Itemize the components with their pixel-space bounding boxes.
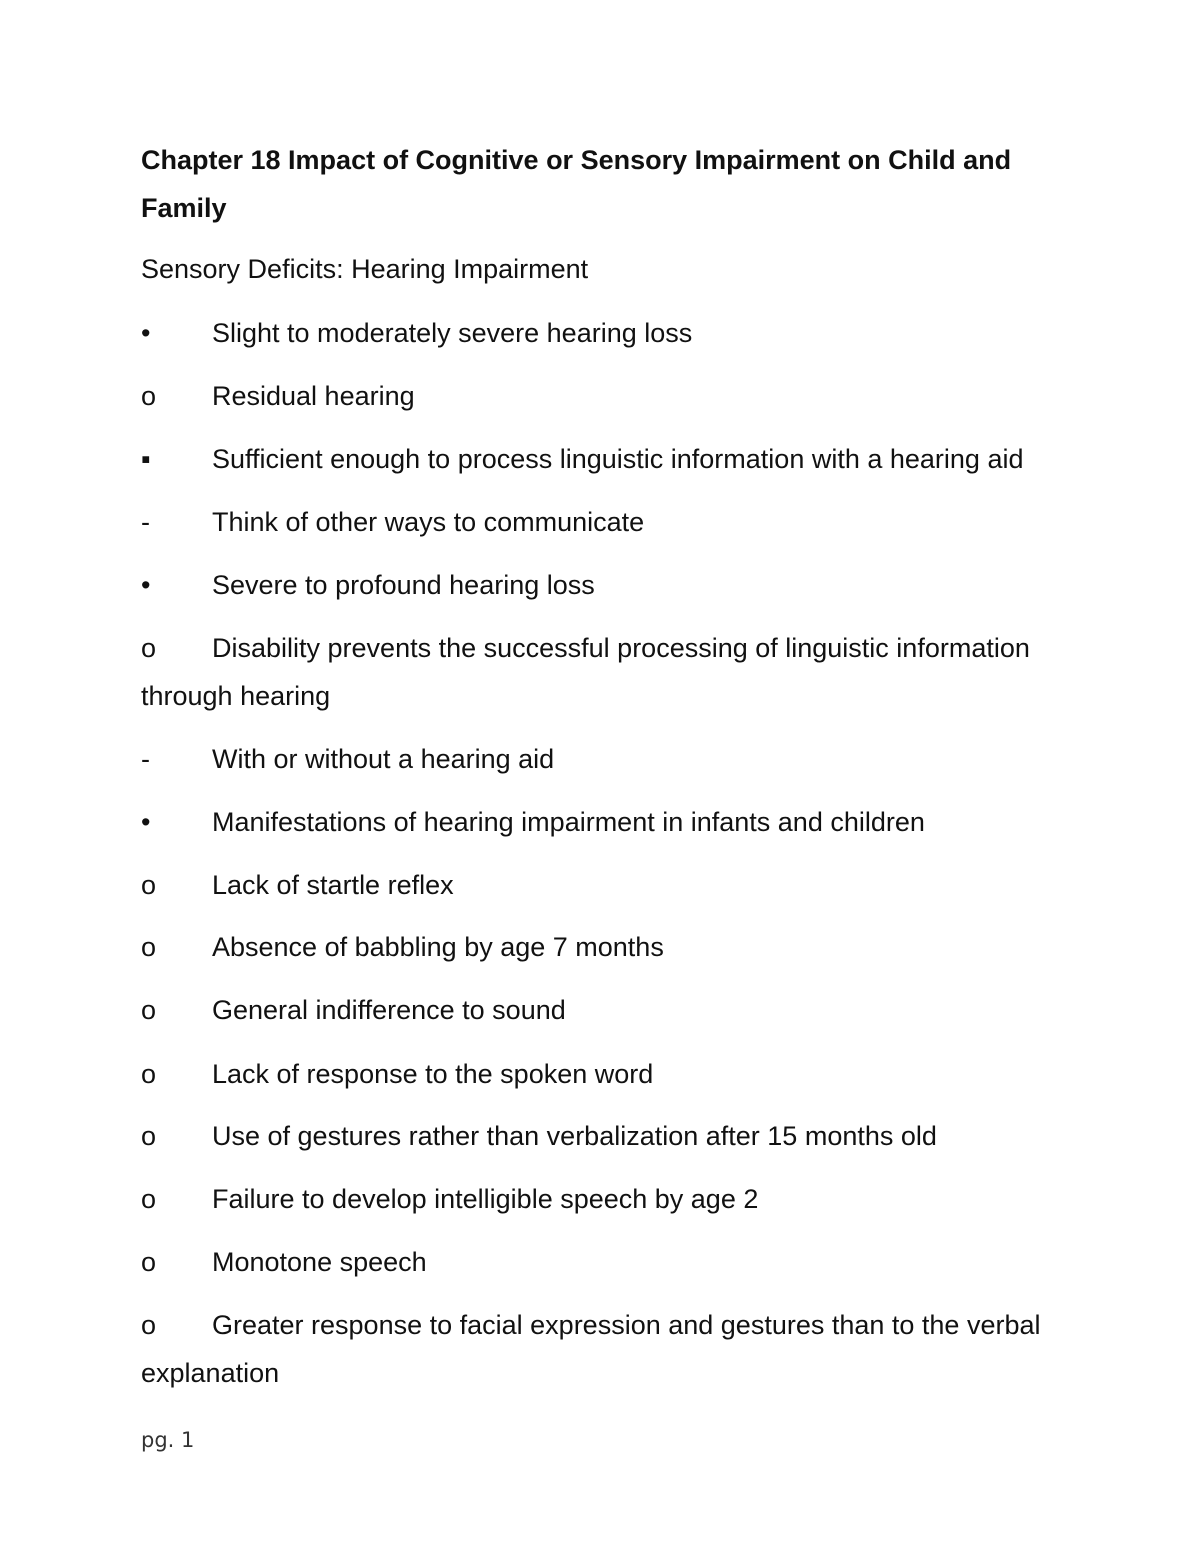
page-title: Chapter 18 Impact of Cognitive or Sensory Impairment on Child and Family	[141, 145, 1012, 223]
bullet-marker: -	[141, 507, 150, 537]
bullet-marker: o	[141, 381, 157, 411]
list-item-text: Monotone speech	[212, 1247, 427, 1277]
bullet-marker: o	[141, 1247, 157, 1277]
list-item-text: Think of other ways to communicate	[212, 507, 645, 537]
list-item-text: Residual hearing	[212, 381, 415, 411]
list-item	[141, 1050, 1101, 1098]
list-item-text: Slight to moderately severe hearing loss	[212, 318, 693, 348]
bullet-marker: •	[141, 807, 151, 837]
bullet-marker: o	[141, 1184, 157, 1214]
list-item	[141, 624, 1101, 720]
list-item	[141, 309, 1101, 357]
list-item-text: Lack of startle reflex	[212, 870, 454, 900]
list-item	[141, 986, 1101, 1034]
list-item-text: General indifference to sound	[212, 995, 566, 1025]
list-item	[141, 1238, 1101, 1286]
list-item	[141, 498, 1101, 546]
bullet-marker: o	[141, 1121, 157, 1151]
list-item	[141, 1175, 1101, 1223]
bullet-marker: o	[141, 870, 157, 900]
list-item-text: Disability prevents the successful processing of linguistic information through hearing	[141, 633, 1030, 711]
list-item-text: Use of gestures rather than verbalization after 15 months old	[212, 1121, 937, 1151]
bullet-marker: -	[141, 744, 150, 774]
bullet-marker: o	[141, 995, 157, 1025]
bullet-marker: •	[141, 318, 151, 348]
list-item-text: Manifestations of hearing impairment in infants and children	[212, 807, 925, 837]
list-item	[141, 923, 1101, 971]
list-item-text: Sufficient enough to process linguistic information with a hearing aid	[212, 444, 1024, 474]
list-item-text: Greater response to facial expression and gestures than to the verbal explanation	[141, 1310, 1041, 1388]
list-item-text: Absence of babbling by age 7 months	[212, 932, 664, 962]
list-item	[141, 735, 1101, 783]
bullet-marker: o	[141, 1310, 157, 1340]
list-item	[141, 435, 1101, 483]
list-item	[141, 798, 1101, 846]
bullet-marker: o	[141, 633, 157, 663]
list-item-text: Severe to profound hearing loss	[212, 570, 595, 600]
bullet-marker: ▪	[141, 444, 151, 474]
bullet-marker: o	[141, 932, 157, 962]
list-item	[141, 861, 1101, 909]
list-item-text: Failure to develop intelligible speech by age 2	[212, 1184, 759, 1214]
list-item	[141, 561, 1101, 609]
list-item	[141, 372, 1101, 420]
page-number: pg. 1	[141, 1428, 195, 1452]
list-item-text: With or without a hearing aid	[212, 744, 555, 774]
list-item	[141, 1112, 1101, 1160]
section-heading: Sensory Deficits: Hearing Impairment	[141, 254, 589, 284]
list-item	[141, 1301, 1101, 1397]
bullet-marker: o	[141, 1059, 157, 1089]
bullet-marker: •	[141, 570, 151, 600]
list-item-text: Lack of response to the spoken word	[212, 1059, 654, 1089]
